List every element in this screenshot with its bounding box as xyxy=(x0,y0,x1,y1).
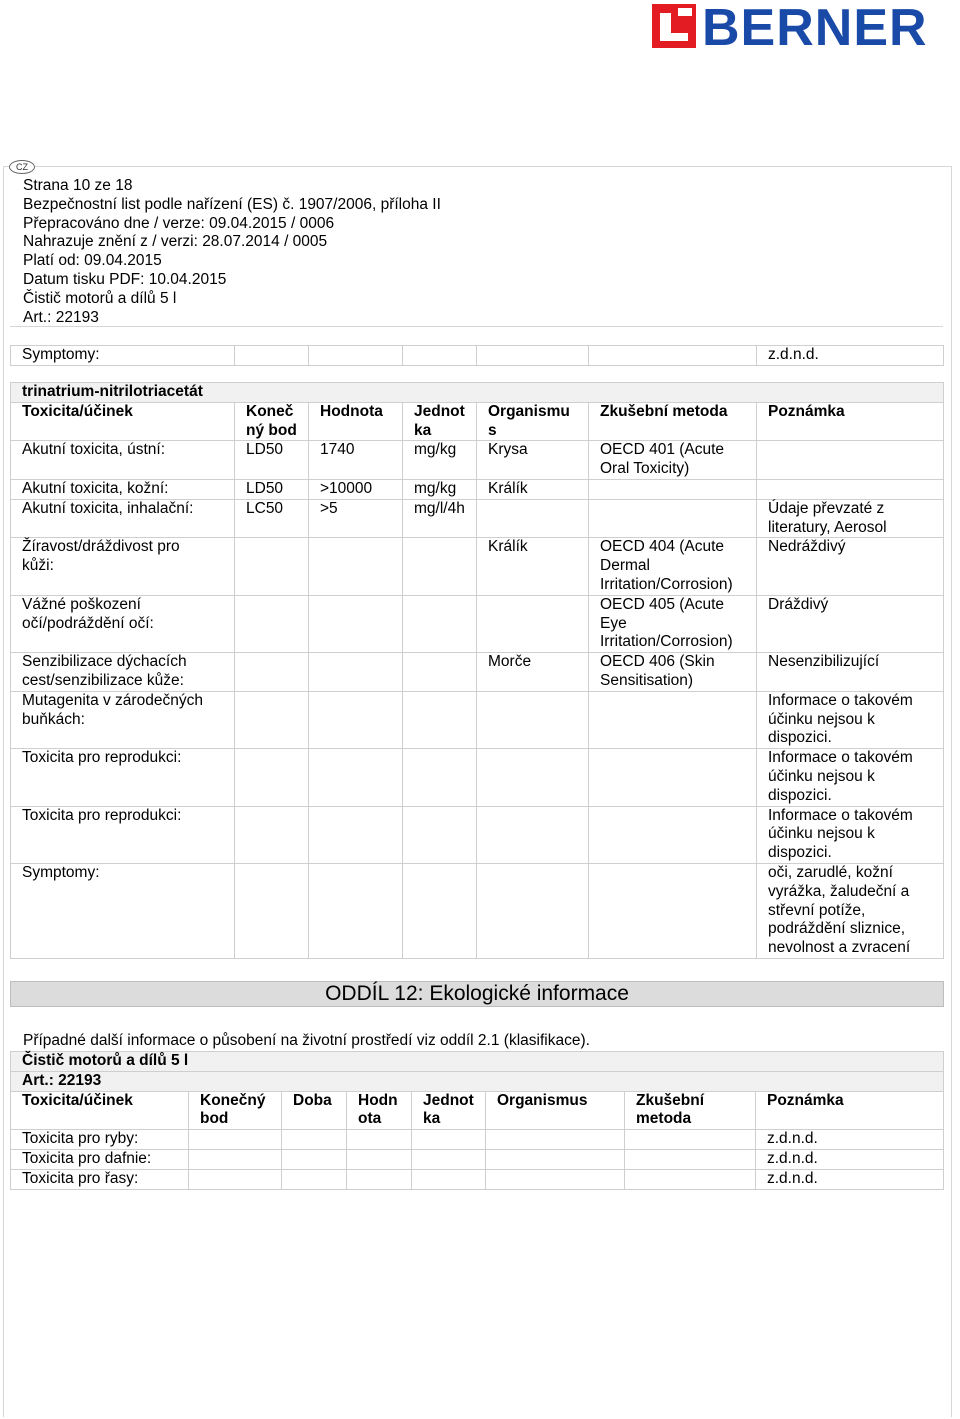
toxicity-cell-organism xyxy=(477,806,589,863)
toxicity-cell-unit xyxy=(403,441,477,480)
table-row xyxy=(11,1169,944,1189)
eco-header-organism-line: Organismus xyxy=(497,1091,588,1109)
toxicity-cell-organism-line: Králík xyxy=(488,538,528,556)
eco-cell-remark: z.d.n.d. xyxy=(756,1130,944,1150)
toxicity-cell-method xyxy=(589,499,757,538)
toxicity-cell-method xyxy=(589,749,757,806)
table-row xyxy=(11,595,944,652)
eco-header-effect-line: Toxicita/účinek xyxy=(22,1091,133,1109)
toxicity-cell-effect xyxy=(11,441,235,480)
toxicity-cell-endpoint xyxy=(235,806,309,863)
toxicity-header-endpoint xyxy=(235,402,309,441)
toxicity-cell-unit xyxy=(403,499,477,538)
eco-cell-effect: Toxicita pro řasy: xyxy=(11,1169,189,1189)
toxicity-header-value-line: Hodnota xyxy=(320,402,383,420)
eco-header-value-line: Hodn xyxy=(358,1091,398,1109)
toxicity-cell-remark-line: Nesenzibilizující xyxy=(768,653,880,671)
toxicity-cell-remark-line: dispozici. xyxy=(768,844,832,862)
eco-cell-unit xyxy=(412,1169,486,1189)
toxicity-header-unit-line: Jednot xyxy=(414,402,465,420)
berner-logo xyxy=(652,0,954,57)
toxicity-cell-remark xyxy=(757,499,944,538)
toxicity-cell-organism xyxy=(477,691,589,748)
toxicity-cell-endpoint-line: LD50 xyxy=(246,441,284,459)
section-12-note: Případné další informace o působení na životní prostředí viz oddíl 2.1 (klasifikace). xyxy=(23,1032,590,1049)
toxicity-table-body xyxy=(11,441,944,959)
toxicity-cell-effect-line: Akutní toxicita, ústní: xyxy=(22,441,166,459)
toxicity-cell-unit xyxy=(403,863,477,958)
toxicity-header-value xyxy=(309,402,403,441)
toxicity-cell-organism xyxy=(477,863,589,958)
toxicity-cell-method xyxy=(589,595,757,652)
eco-cell-endpoint xyxy=(189,1149,282,1169)
eco-cell-duration xyxy=(282,1169,347,1189)
toxicity-cell-value xyxy=(309,441,403,480)
table-row xyxy=(11,863,944,958)
table-row xyxy=(11,806,944,863)
eco-header-value xyxy=(347,1091,412,1130)
toxicity-cell-effect-line: očí/podráždění očí: xyxy=(22,614,154,632)
toxicity-cell-value-line: 1740 xyxy=(320,441,355,459)
toxicity-cell-remark xyxy=(757,479,944,499)
toxicity-cell-effect-line: Symptomy: xyxy=(22,863,100,881)
toxicity-cell-method xyxy=(589,441,757,480)
toxicity-cell-method xyxy=(589,653,757,692)
toxicity-cell-remark xyxy=(757,538,944,595)
toxicity-cell-effect-line: Akutní toxicita, inhalační: xyxy=(22,499,194,517)
toxicity-cell-remark-line: účinku nejsou k xyxy=(768,710,875,728)
toxicity-cell-remark-line: dispozici. xyxy=(768,786,832,804)
toxicity-cell-method-line: Irritation/Corrosion) xyxy=(600,633,733,651)
header-valid-from: Platí od: 09.04.2015 xyxy=(23,252,162,270)
toxicity-cell-effect xyxy=(11,863,235,958)
berner-logo-text: BERNER xyxy=(702,0,928,57)
header-divider xyxy=(10,326,943,327)
eco-table xyxy=(10,1051,944,1190)
toxicity-cell-method xyxy=(589,863,757,958)
header-article: Art.: 22193 xyxy=(23,308,99,326)
toxicity-cell-endpoint xyxy=(235,441,309,480)
eco-cell-value xyxy=(347,1169,412,1189)
eco-cell-effect: Toxicita pro dafnie: xyxy=(11,1149,189,1169)
toxicity-header-organism-line: Organismu xyxy=(488,402,570,420)
eco-table-header xyxy=(11,1091,944,1130)
eco-header-value-line: ota xyxy=(358,1110,382,1128)
eco-cell-method xyxy=(625,1149,756,1169)
symptoms-label: Symptomy: xyxy=(11,346,235,366)
toxicity-cell-organism xyxy=(477,538,589,595)
eco-cell-endpoint xyxy=(189,1169,282,1189)
toxicity-header-endpoint-line: ný bod xyxy=(246,421,297,439)
toxicity-cell-remark-line: dispozici. xyxy=(768,729,832,747)
toxicity-cell-endpoint xyxy=(235,653,309,692)
toxicity-cell-effect xyxy=(11,806,235,863)
eco-header-unit-line: ka xyxy=(423,1110,441,1128)
toxicity-cell-organism xyxy=(477,653,589,692)
symptoms-value: z.d.n.d. xyxy=(757,346,944,366)
toxicity-cell-remark-line: Dráždivý xyxy=(768,595,829,613)
toxicity-cell-effect-line: Vážné poškození xyxy=(22,595,141,613)
eco-cell-organism xyxy=(486,1130,625,1150)
toxicity-cell-method-line: OECD 406 (Skin xyxy=(600,653,715,671)
toxicity-cell-unit xyxy=(403,749,477,806)
eco-header-duration xyxy=(282,1091,347,1130)
toxicity-cell-effect xyxy=(11,691,235,748)
toxicity-cell-effect-line: kůži: xyxy=(22,557,54,575)
toxicity-cell-organism xyxy=(477,595,589,652)
toxicity-cell-remark xyxy=(757,653,944,692)
toxicity-cell-value xyxy=(309,749,403,806)
substance-name: trinatrium-nitrilotriacetát xyxy=(11,383,944,403)
toxicity-header-effect xyxy=(11,402,235,441)
toxicity-cell-value xyxy=(309,691,403,748)
table-row xyxy=(11,499,944,538)
eco-header-endpoint-line: bod xyxy=(200,1110,229,1128)
toxicity-cell-effect-line: Senzibilizace dýchacích xyxy=(22,653,187,671)
header-revision: Přepracováno dne / verze: 09.04.2015 / 0006 xyxy=(23,214,335,232)
eco-header-method-line: metoda xyxy=(636,1110,692,1128)
toxicity-cell-remark-line: střevní potíže, xyxy=(768,901,866,919)
toxicity-cell-method xyxy=(589,479,757,499)
toxicity-cell-organism-line: Morče xyxy=(488,653,532,671)
toxicity-cell-method xyxy=(589,691,757,748)
toxicity-cell-organism xyxy=(477,749,589,806)
eco-cell-unit xyxy=(412,1149,486,1169)
toxicity-cell-organism xyxy=(477,479,589,499)
toxicity-cell-value xyxy=(309,863,403,958)
toxicity-cell-method-line: OECD 401 (Acute xyxy=(600,441,725,459)
toxicity-cell-endpoint xyxy=(235,595,309,652)
table-row xyxy=(11,1149,944,1169)
eco-cell-effect: Toxicita pro ryby: xyxy=(11,1130,189,1150)
toxicity-cell-effect-line: buňkách: xyxy=(22,710,85,728)
eco-header-remark-line: Poznámka xyxy=(767,1091,844,1109)
header-regulation: Bezpečnostní list podle nařízení (ES) č. 1907/2006, příloha II xyxy=(23,195,441,213)
toxicity-cell-endpoint-line: LC50 xyxy=(246,499,284,517)
toxicity-cell-method-line: Eye xyxy=(600,614,627,632)
toxicity-cell-effect-line: Toxicita pro reprodukci: xyxy=(22,749,182,767)
toxicity-cell-effect xyxy=(11,653,235,692)
toxicity-cell-remark-line: účinku nejsou k xyxy=(768,825,875,843)
eco-table-body xyxy=(11,1130,944,1189)
table-row xyxy=(11,441,944,480)
toxicity-cell-unit-line: mg/l/4h xyxy=(414,499,465,517)
table-row xyxy=(11,538,944,595)
toxicity-cell-remark-line: Informace o takovém xyxy=(768,749,913,767)
eco-cell-unit xyxy=(412,1130,486,1150)
toxicity-cell-unit xyxy=(403,691,477,748)
toxicity-cell-endpoint-line: LD50 xyxy=(246,479,284,497)
table-row xyxy=(11,653,944,692)
toxicity-header-remark xyxy=(757,402,944,441)
language-badge: CZ xyxy=(9,160,35,174)
toxicity-cell-value xyxy=(309,499,403,538)
toxicity-cell-effect xyxy=(11,595,235,652)
toxicity-cell-value xyxy=(309,653,403,692)
eco-header-unit xyxy=(412,1091,486,1130)
toxicity-cell-organism xyxy=(477,499,589,538)
header-print-date: Datum tisku PDF: 10.04.2015 xyxy=(23,270,227,288)
toxicity-cell-remark-line: nevolnost a zvracení xyxy=(768,939,911,957)
toxicity-cell-method xyxy=(589,806,757,863)
toxicity-header-row xyxy=(11,402,944,441)
toxicity-cell-remark-line: Nedráždivý xyxy=(768,538,846,556)
eco-header-method xyxy=(625,1091,756,1130)
eco-cell-organism xyxy=(486,1149,625,1169)
toxicity-cell-endpoint xyxy=(235,749,309,806)
header-replaces: Nahrazuje znění z / verzi: 28.07.2014 / 0005 xyxy=(23,233,328,251)
toxicity-cell-remark-line: oči, zarudlé, kožní xyxy=(768,863,893,881)
eco-cell-method xyxy=(625,1169,756,1189)
toxicity-header-unit xyxy=(403,402,477,441)
eco-header-duration-line: Doba xyxy=(293,1091,332,1109)
eco-header-effect xyxy=(11,1091,189,1130)
toxicity-cell-organism-line: Krysa xyxy=(488,441,528,459)
toxicity-cell-value xyxy=(309,595,403,652)
table-row xyxy=(11,749,944,806)
eco-cell-duration xyxy=(282,1149,347,1169)
toxicity-cell-effect xyxy=(11,499,235,538)
eco-cell-value xyxy=(347,1130,412,1150)
eco-cell-duration xyxy=(282,1130,347,1150)
toxicity-table xyxy=(10,382,944,959)
toxicity-cell-effect-line: Akutní toxicita, kožní: xyxy=(22,479,169,497)
eco-cell-method xyxy=(625,1130,756,1150)
toxicity-cell-effect-line: cest/senzibilizace kůže: xyxy=(22,671,184,689)
toxicity-cell-remark xyxy=(757,441,944,480)
table-row xyxy=(11,1130,944,1150)
toxicity-cell-method-line: Oral Toxicity) xyxy=(600,460,690,478)
header-product-name: Čistič motorů a dílů 5 l xyxy=(23,289,177,307)
toxicity-cell-remark-line: Informace o takovém xyxy=(768,806,913,824)
toxicity-cell-effect-line: Žíravost/dráždivost pro xyxy=(22,538,180,556)
toxicity-cell-unit xyxy=(403,595,477,652)
eco-header-method-line: Zkušební xyxy=(636,1091,705,1109)
toxicity-cell-endpoint xyxy=(235,479,309,499)
toxicity-header-organism-line: s xyxy=(488,421,497,439)
toxicity-cell-effect xyxy=(11,749,235,806)
table-row xyxy=(11,479,944,499)
toxicity-cell-unit-line: mg/kg xyxy=(414,441,457,459)
toxicity-cell-remark xyxy=(757,595,944,652)
toxicity-cell-unit xyxy=(403,479,477,499)
toxicity-cell-remark xyxy=(757,806,944,863)
toxicity-cell-unit-line: mg/kg xyxy=(414,479,457,497)
berner-logo-mark-icon xyxy=(652,4,698,50)
toxicity-cell-method-line: OECD 405 (Acute xyxy=(600,595,725,613)
table-row xyxy=(11,691,944,748)
toxicity-cell-effect xyxy=(11,538,235,595)
eco-header-unit-line: Jednot xyxy=(423,1091,474,1109)
section-12-title: ODDÍL 12: Ekologické informace xyxy=(10,981,944,1007)
toxicity-cell-value xyxy=(309,479,403,499)
toxicity-cell-unit xyxy=(403,653,477,692)
toxicity-header-endpoint-line: Koneč xyxy=(246,402,294,420)
toxicity-cell-effect-line: Mutagenita v zárodečných xyxy=(22,691,203,709)
toxicity-cell-remark-line: účinku nejsou k xyxy=(768,767,875,785)
toxicity-cell-remark-line: vyrážka, žaludeční a xyxy=(768,882,910,900)
toxicity-cell-organism xyxy=(477,441,589,480)
toxicity-cell-remark xyxy=(757,749,944,806)
toxicity-cell-value xyxy=(309,806,403,863)
eco-header-endpoint-line: Konečný xyxy=(200,1091,266,1109)
eco-product-name: Čistič motorů a dílů 5 l xyxy=(11,1052,944,1072)
eco-header-row xyxy=(11,1091,944,1130)
toxicity-header-remark-line: Poznámka xyxy=(768,402,845,420)
toxicity-cell-remark xyxy=(757,863,944,958)
toxicity-cell-remark xyxy=(757,691,944,748)
eco-cell-remark: z.d.n.d. xyxy=(756,1149,944,1169)
toxicity-cell-organism-line: Králík xyxy=(488,479,528,497)
eco-article: Art.: 22193 xyxy=(11,1071,944,1091)
eco-cell-organism xyxy=(486,1169,625,1189)
eco-header-endpoint xyxy=(189,1091,282,1130)
toxicity-cell-endpoint xyxy=(235,538,309,595)
eco-cell-value xyxy=(347,1149,412,1169)
symptoms-table xyxy=(10,345,944,366)
toxicity-header-organism xyxy=(477,402,589,441)
eco-cell-endpoint xyxy=(189,1130,282,1150)
toxicity-cell-method-line: Dermal xyxy=(600,557,650,575)
toxicity-cell-endpoint xyxy=(235,691,309,748)
toxicity-cell-remark-line: literatury, Aerosol xyxy=(768,518,887,536)
toxicity-cell-method-line: Irritation/Corrosion) xyxy=(600,575,733,593)
toxicity-header-method xyxy=(589,402,757,441)
header-page-number: Strana 10 ze 18 xyxy=(23,177,133,194)
toxicity-cell-remark-line: podráždění sliznice, xyxy=(768,920,905,938)
toxicity-cell-unit xyxy=(403,538,477,595)
toxicity-header-method-line: Zkušební metoda xyxy=(600,402,728,420)
toxicity-cell-effect-line: Toxicita pro reprodukci: xyxy=(22,806,182,824)
toxicity-cell-endpoint xyxy=(235,863,309,958)
toxicity-cell-value xyxy=(309,538,403,595)
document-header xyxy=(23,177,441,327)
eco-header-organism xyxy=(486,1091,625,1130)
toxicity-cell-method xyxy=(589,538,757,595)
toxicity-header-unit-line: ka xyxy=(414,421,432,439)
toxicity-cell-effect xyxy=(11,479,235,499)
toxicity-cell-unit xyxy=(403,806,477,863)
toxicity-cell-remark-line: Informace o takovém xyxy=(768,691,913,709)
toxicity-table-header xyxy=(11,402,944,441)
toxicity-cell-method-line: OECD 404 (Acute xyxy=(600,538,725,556)
toxicity-cell-endpoint xyxy=(235,499,309,538)
toxicity-cell-value-line: >5 xyxy=(320,499,338,517)
eco-cell-remark: z.d.n.d. xyxy=(756,1169,944,1189)
toxicity-cell-value-line: >10000 xyxy=(320,479,373,497)
toxicity-cell-remark-line: Údaje převzaté z xyxy=(768,499,885,517)
toxicity-header-effect-line: Toxicita/účinek xyxy=(22,402,133,420)
eco-header-remark xyxy=(756,1091,944,1130)
toxicity-cell-method-line: Sensitisation) xyxy=(600,671,694,689)
